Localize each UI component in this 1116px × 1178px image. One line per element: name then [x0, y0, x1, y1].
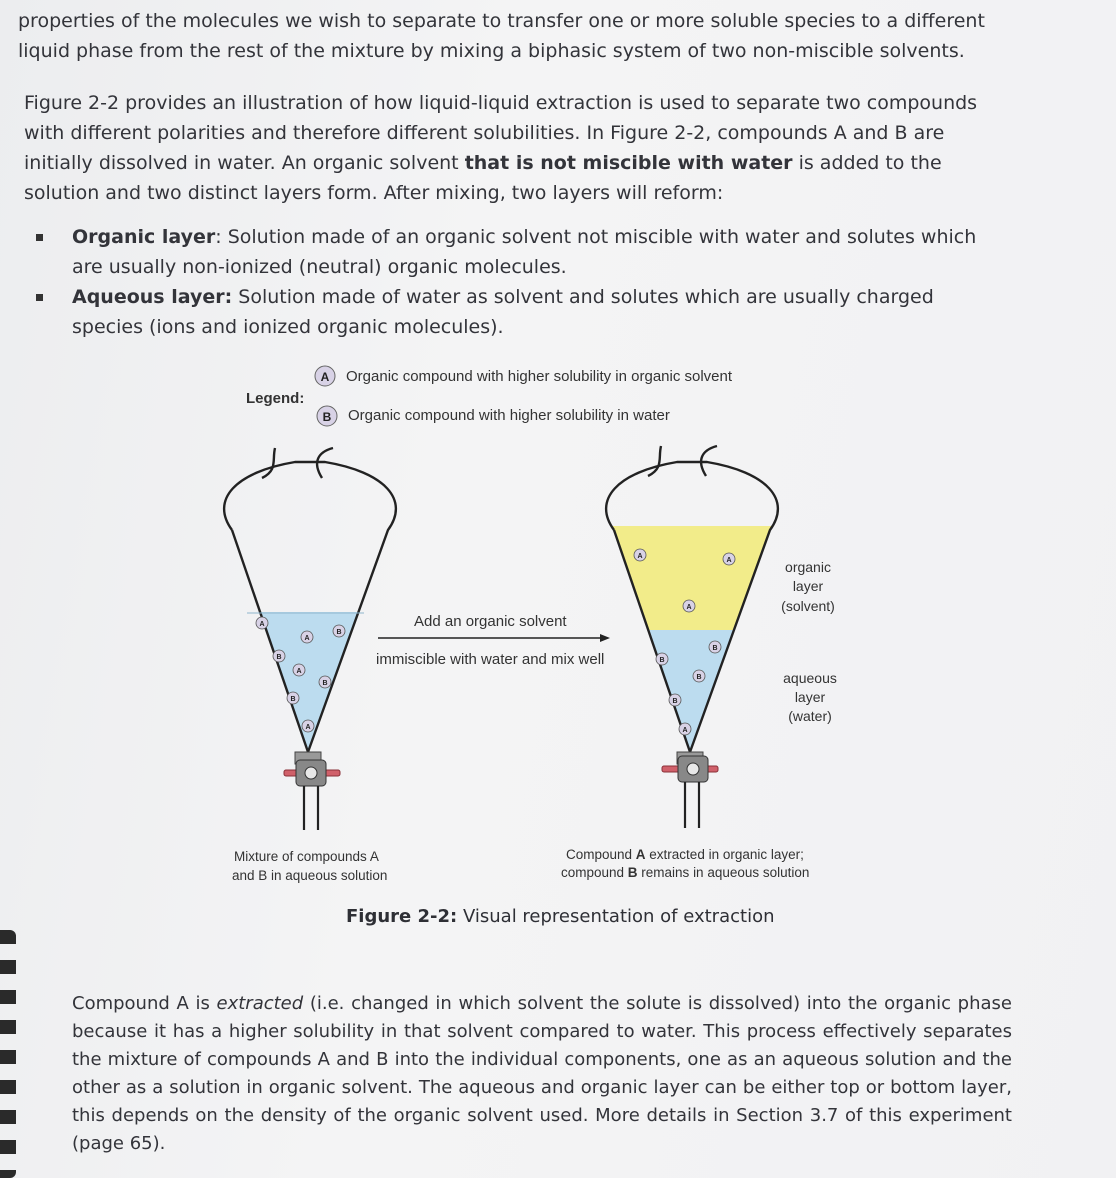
- svg-text:B: B: [336, 629, 342, 636]
- svg-text:A: A: [686, 604, 692, 611]
- figure-caption: Figure 2-2: Visual representation of extraction: [346, 906, 775, 927]
- list-item-aqueous-layer: Aqueous layer: Solution made of water as solvent and solutes which are usually charged species (ions and ionized organic molecules).: [34, 282, 1004, 342]
- list-item-organic-layer: Organic layer: Solution made of an organic solvent not miscible with water and solutes which are usually non-ionized (neutral) organic molecules.: [34, 222, 1004, 282]
- svg-text:aqueous: aqueous: [783, 670, 837, 686]
- svg-text:A: A: [259, 621, 265, 628]
- svg-text:B: B: [322, 680, 328, 687]
- svg-text:and B in aqueous solution: and B in aqueous solution: [232, 868, 388, 883]
- svg-text:Compound A extracted in organi: Compound A extracted in organic layer;: [566, 847, 804, 862]
- intro-paragraph: properties of the molecules we wish to separate to transfer one or more soluble species to a different liquid phase from the rest of the mixture by mixing a biphasic system of two non-miscible solvents.: [18, 10, 985, 62]
- svg-text:B: B: [276, 654, 282, 661]
- svg-text:layer: layer: [794, 689, 826, 705]
- legend-label: Legend:: [246, 390, 305, 407]
- svg-text:B: B: [696, 674, 702, 681]
- svg-text:B: B: [672, 698, 678, 705]
- svg-text:immiscible with water and mix: immiscible with water and mix well: [376, 651, 605, 668]
- left-separatory-funnel: [200, 448, 410, 830]
- svg-text:(solvent): (solvent): [781, 598, 835, 614]
- aqueous-layer-label: [783, 670, 837, 724]
- italic-term: extracted: [216, 993, 304, 1014]
- arrow-head-icon: [600, 634, 610, 642]
- svg-text:layer: layer: [792, 578, 824, 594]
- bold-phrase: that is not miscible with water: [464, 152, 793, 174]
- svg-text:Mixture of compounds A: Mixture of compounds A: [234, 849, 379, 864]
- extraction-explanation-paragraph: Compound A is extracted (i.e. changed in which solvent the solute is dissolved) into the organic phase because it has a higher solubility in that solvent compared to water. This process effectively separates the mixture of compounds A and B into the individual components, one as an aqueous solution and the other as a solution in organic solvent. The aqueous and organic layer can be either top or bottom layer, this depends on the density of the organic solvent used. More details in Section 3.7 of this experiment (page 65).: [72, 993, 1013, 1154]
- svg-text:(water): (water): [788, 708, 832, 724]
- figure-intro-paragraph: Figure 2-2 provides an illustration of how liquid-liquid extraction is used to separate two compounds with different polarities and therefore different solubilities. In Figure 2-2, compounds A and B are initially dissolved in water. An organic solvent that is not miscible with water is added to the solution and two distinct layers form. After mixing, two layers will reform:: [24, 92, 978, 204]
- svg-text:A: A: [637, 553, 643, 560]
- svg-text:A: A: [304, 635, 310, 642]
- right-separatory-funnel: [580, 446, 790, 828]
- svg-text:Add an organic solvent: Add an organic solvent: [414, 613, 567, 630]
- left-funnel-caption: [232, 849, 387, 883]
- svg-text:A: A: [296, 668, 302, 675]
- svg-text:B: B: [290, 696, 296, 703]
- svg-text:A: A: [320, 370, 330, 384]
- svg-text:compound B remains in aqueous: compound B remains in aqueous solution: [561, 865, 810, 880]
- svg-text:organic: organic: [785, 559, 831, 575]
- process-arrow: [376, 613, 610, 668]
- svg-text:A: A: [305, 724, 311, 731]
- right-funnel-caption: [561, 847, 809, 880]
- legend-a-text: Organic compound with higher solubility in organic solvent: [346, 368, 733, 385]
- svg-text:B: B: [712, 645, 718, 652]
- svg-text:B: B: [322, 410, 332, 424]
- svg-text:A: A: [682, 727, 688, 734]
- right-organic-fill: [580, 526, 790, 630]
- legend-b-text: Organic compound with higher solubility in water: [348, 407, 670, 424]
- svg-text:B: B: [659, 657, 665, 664]
- organic-layer-label: [781, 559, 835, 614]
- svg-text:A: A: [726, 557, 732, 564]
